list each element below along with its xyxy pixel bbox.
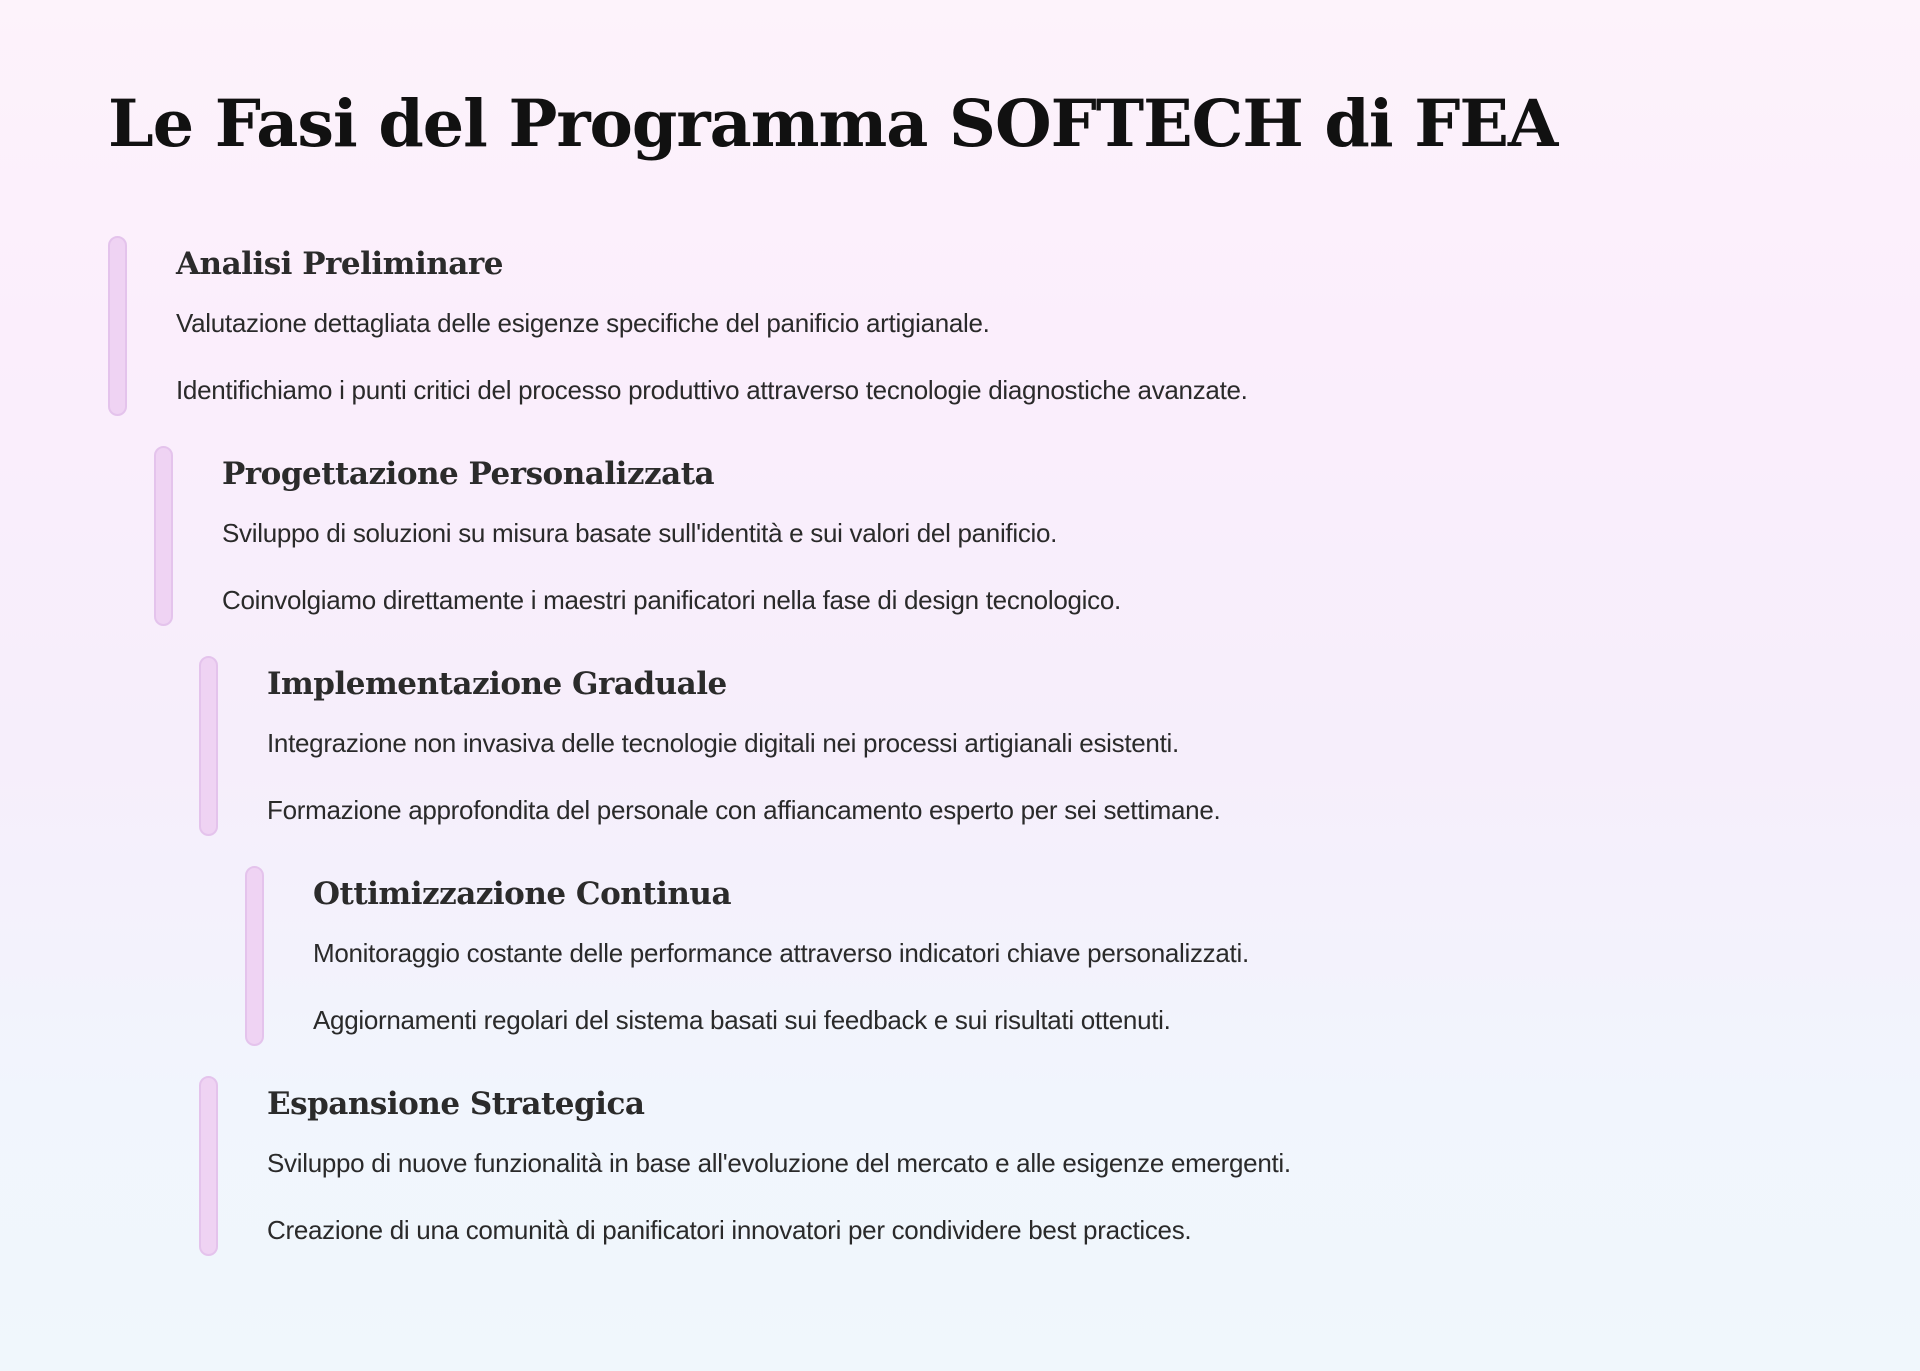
step-heading: Espansione Strategica bbox=[267, 1086, 645, 1122]
step-description: Sviluppo di nuove funzionalità in base all'evoluzione del mercato e alle esigenze emergenti. bbox=[267, 1148, 1291, 1178]
step-accent-bar bbox=[154, 446, 173, 626]
step-description: Sviluppo di soluzioni su misura basate sull'identità e sui valori del panificio. bbox=[222, 518, 1058, 548]
step-detail: Aggiornamenti regolari del sistema basati sui feedback e sui risultati ottenuti. bbox=[313, 1005, 1171, 1035]
step-detail: Identifichiamo i punti critici del processo produttivo attraverso tecnologie diagnostiche avanzate. bbox=[176, 375, 1248, 405]
step-heading: Ottimizzazione Continua bbox=[313, 876, 732, 912]
step-detail: Formazione approfondita del personale con affiancamento esperto per sei settimane. bbox=[267, 795, 1221, 825]
step-description: Monitoraggio costante delle performance attraverso indicatori chiave personalizzati. bbox=[313, 938, 1249, 968]
step-detail: Creazione di una comunità di panificatori innovatori per condividere best practices. bbox=[267, 1215, 1192, 1245]
step-detail: Coinvolgiamo direttamente i maestri panificatori nella fase di design tecnologico. bbox=[222, 585, 1121, 615]
step-accent-bar bbox=[108, 236, 127, 416]
step-accent-bar bbox=[245, 866, 264, 1046]
step-description: Valutazione dettagliata delle esigenze specifiche del panificio artigianale. bbox=[176, 308, 990, 338]
step-heading: Analisi Preliminare bbox=[176, 246, 503, 282]
step-description: Integrazione non invasiva delle tecnologie digitali nei processi artigianali esistenti. bbox=[267, 728, 1179, 758]
page-title: Le Fasi del Programma SOFTECH di FEA bbox=[108, 86, 1558, 162]
step-heading: Implementazione Graduale bbox=[267, 666, 727, 702]
step-accent-bar bbox=[199, 1076, 218, 1256]
step-heading: Progettazione Personalizzata bbox=[222, 456, 715, 492]
step-accent-bar bbox=[199, 656, 218, 836]
